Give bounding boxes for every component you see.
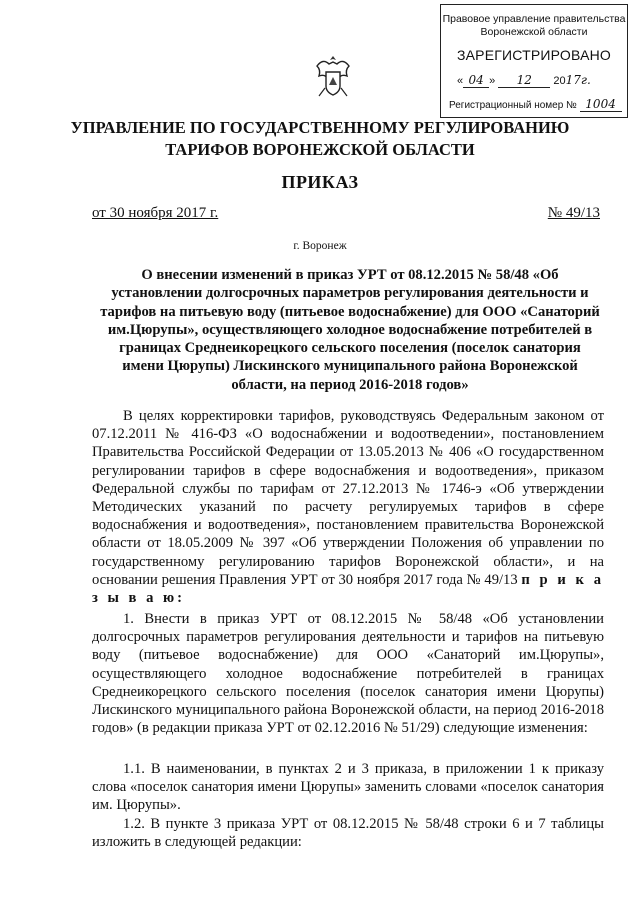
clause-1-2: 1.2. В пункте 3 приказа УРТ от 08.12.2015 № 58/48 строки 6 и 7 таблицы изложить в следующей редакции:	[92, 816, 604, 851]
stamp-date-month: 12	[498, 73, 550, 88]
stamp-date-year-prefix: 20	[553, 75, 566, 87]
issuer-line1: УПРАВЛЕНИЕ ПО ГОСУДАРСТВЕННОМУ РЕГУЛИРОВАНИЮ	[70, 118, 570, 137]
stamp-reg-label: Регистрационный номер №	[449, 100, 577, 111]
issuer-header	[0, 117, 640, 161]
preamble-text: В целях корректировки тарифов, руководствуясь Федеральным законом от 07.12.2011 № 416-ФЗ «О водоснабжении и водоотведении», постановлением Правительства Российской Федерации от 13.05.2013 № 406 «О государственном регулировании тарифов в сфере водоснабжения и водоотведения», приказом Федеральной службы по тарифам от 27.12.2013 № 1746-э «Об утверждении Методических указаний по расчету регулируемых тарифов в сфере водоснабжения и водоотведения», постановлением правительства Воронежской области от 18.05.2009 № 397 «Об утверждении Положения об управлении по государственному регулированию тарифов Воронежской области», и на основании решения Правления УРТ от 30 ноября 2017 года № 49/13	[92, 408, 604, 588]
stamp-registered-label: ЗАРЕГИСТРИРОВАНО	[456, 47, 612, 63]
clause-1-1: 1.1. В наименовании, в пунктах 2 и 3 приказа, в приложении 1 к приказу слова «поселок санатория имени Цюрупы» заменить словами «поселок санатория им. Цюрупы».	[92, 761, 604, 814]
order-number: № 49/13	[547, 205, 600, 221]
stamp-reg-number	[441, 97, 627, 112]
city-label: г. Воронеж	[293, 240, 347, 252]
stamp-date-year: 17г.	[565, 73, 591, 87]
document-title: ПРИКАЗ	[281, 172, 359, 192]
stamp-organization	[441, 13, 627, 39]
coat-of-arms-icon	[313, 52, 353, 100]
stamp-date-day: 04	[463, 73, 489, 88]
clause-1: 1. Внести в приказ УРТ от 08.12.2015 № 58/48 «Об установлении долгосрочных параметров регулирования деятельности и тарифов на питьевую воду (питьевое водоснабжение) для ООО «Санаторий им.Цюрупы», осуществляющего холодное водоснабжение потребителей в границах Среднеикорецкого сельского поселения (поселок санатория имени Цюрупы) Лискинского муниципального района Воронежской области, на период 2016-2018 годов» (в редакции приказа УРТ от 02.12.2016 № 51/29) следующие изменения:	[92, 611, 604, 737]
preamble-paragraph	[92, 407, 604, 607]
prikazyvayu-word: п р и к а з ы в а ю:	[92, 571, 604, 607]
issuer-line2: ТАРИФОВ ВОРОНЕЖСКОЙ ОБЛАСТИ	[165, 140, 475, 159]
stamp-date: « 04 » 12 2017г.	[457, 73, 591, 87]
registration-stamp	[440, 4, 628, 118]
stamp-org-line1: Правовое управление правительства	[442, 13, 626, 25]
order-date: от 30 ноября 2017 г.	[92, 205, 219, 221]
stamp-org-line2: Воронежской области	[480, 26, 588, 38]
stamp-reg-value: 1004	[580, 97, 622, 112]
order-subject: О внесении изменений в приказ УРТ от 08.12.2015 № 58/48 «Об установлении долгосрочных параметров регулирования деятельности и тарифов на питьевую воду (питьевое водоснабжение) для ООО «Санаторий им.Цюрупы», осуществляющего холодное водоснабжение потребителей в границах Среднеикорецкого сельского поселения (поселок санатория имени Цюрупы) Лискинского муниципального района Воронежской области, на период 2016-2018 годов»	[100, 267, 600, 393]
